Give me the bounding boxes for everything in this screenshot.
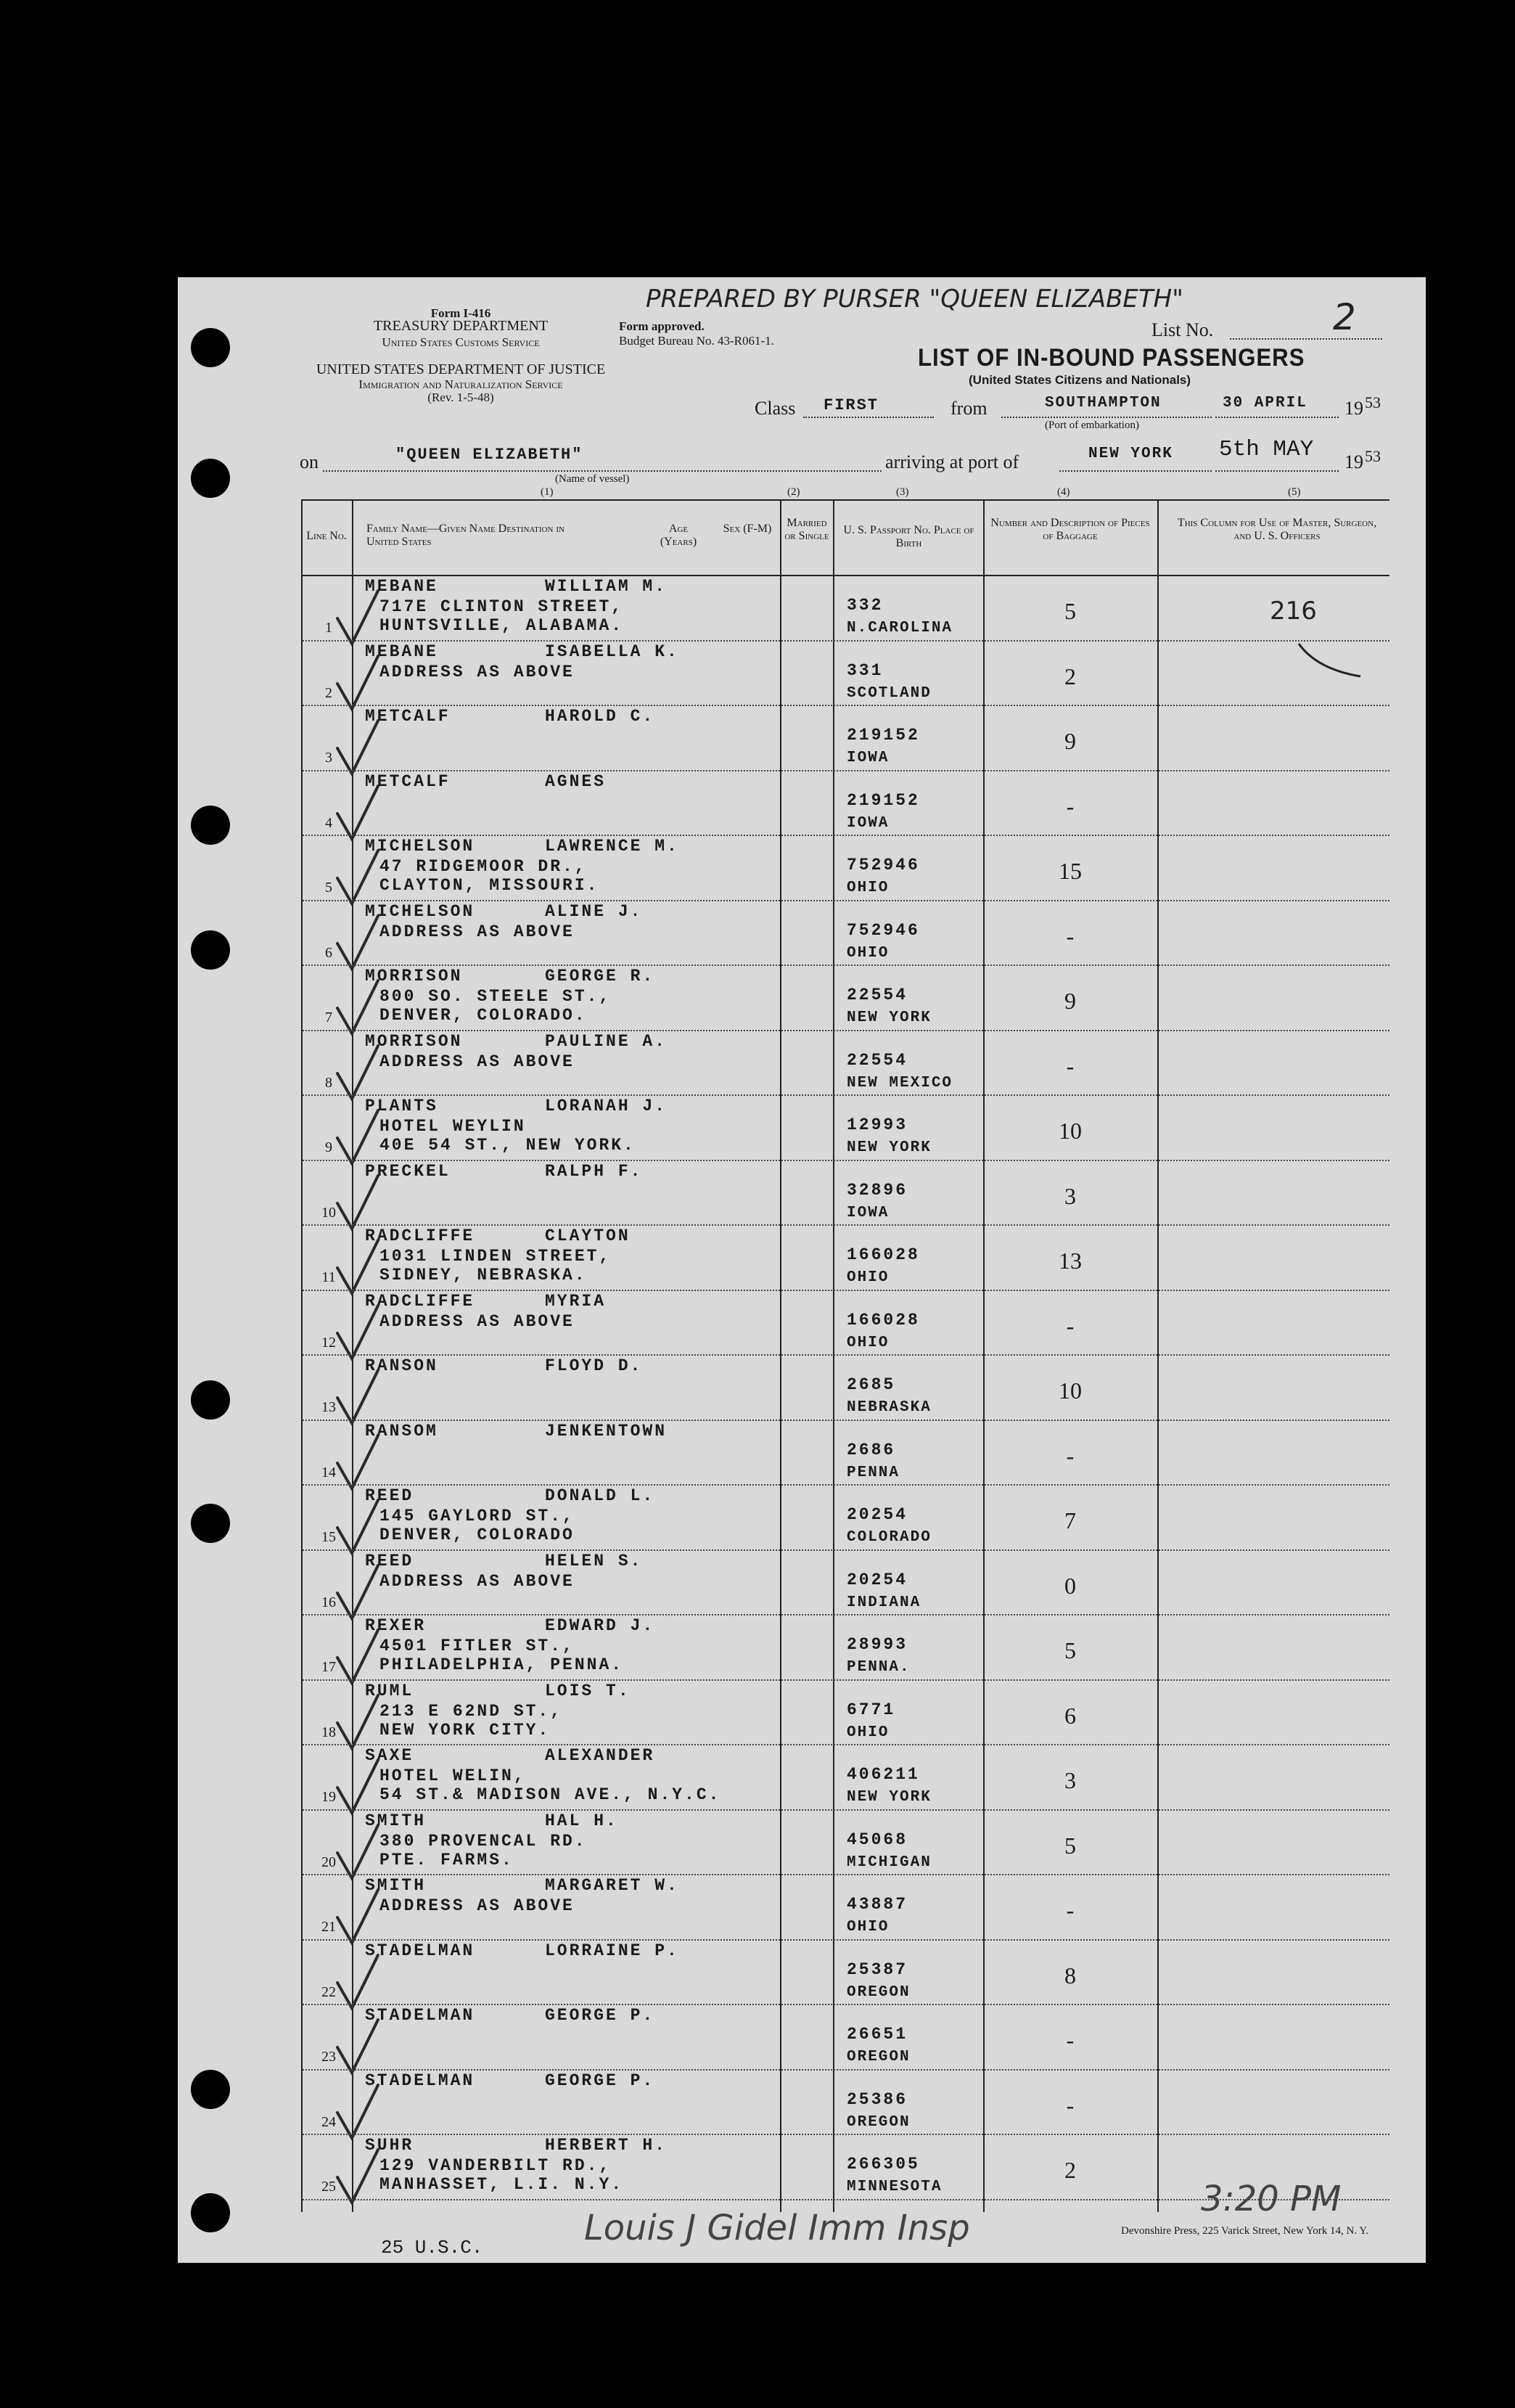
family-name: RUML xyxy=(365,1681,414,1700)
destination-line: ADDRESS AS ABOVE xyxy=(379,1571,575,1591)
printer-credit: Devonshire Press, 225 Varick Street, New York 14, N. Y. xyxy=(1121,2225,1368,2237)
punch-hole xyxy=(191,2070,230,2109)
year-prefix: 19 xyxy=(1344,398,1363,419)
passport-number: 43887 xyxy=(847,1895,908,1914)
line-number: 2 xyxy=(325,684,332,701)
punch-hole xyxy=(191,328,230,367)
passport-number: 22554 xyxy=(847,986,908,1004)
destination-line: 717E CLINTON STREET, xyxy=(379,597,624,616)
row-divider xyxy=(303,1744,1389,1745)
family-name: STADELMAN xyxy=(365,2071,475,2090)
place-of-birth: NEW YORK xyxy=(847,1139,932,1156)
header-married: Married or Single xyxy=(784,517,829,542)
destination-line: NEW YORK CITY. xyxy=(379,1720,551,1740)
place-of-birth: OHIO xyxy=(847,1269,890,1286)
line-number: 25 xyxy=(321,2179,336,2195)
arrival-year-suffix: 53 xyxy=(1365,447,1381,465)
destination-line: 145 GAYLORD ST., xyxy=(379,1507,575,1526)
baggage-count: 6 xyxy=(1064,1702,1076,1729)
passport-number: 406211 xyxy=(847,1765,920,1784)
check-mark xyxy=(336,1304,365,1355)
passport-number: 25387 xyxy=(847,1959,908,1979)
check-mark xyxy=(336,1109,365,1160)
line-number: 22 xyxy=(321,1983,336,2000)
revision: (Rev. 1-5-48) xyxy=(427,390,494,404)
line-number: 7 xyxy=(325,1010,332,1025)
line-number: 17 xyxy=(321,1659,336,1675)
baggage-count: 8 xyxy=(1064,1962,1076,1989)
place-of-birth: COLORADO xyxy=(847,1529,932,1546)
baggage-count: 0 xyxy=(1064,1572,1076,1599)
baggage-count: - xyxy=(1066,1897,1075,1923)
header-age: Age (Years) xyxy=(660,523,697,548)
passport-number: 28993 xyxy=(847,1635,908,1654)
check-mark xyxy=(336,1629,365,1679)
punch-hole xyxy=(191,1380,230,1420)
given-name: ALINE J. xyxy=(545,901,643,921)
baggage-count: 10 xyxy=(1059,1377,1082,1404)
given-name: AGNES xyxy=(545,771,607,791)
row-divider xyxy=(303,1484,1389,1486)
row-divider xyxy=(303,1160,1389,1161)
check-mark xyxy=(336,1499,365,1549)
header-line-no: Line No. xyxy=(306,530,347,542)
given-name: MARGARET W. xyxy=(545,1876,679,1895)
check-mark xyxy=(336,1954,365,2004)
place-of-birth: PENNA xyxy=(847,1464,900,1481)
arrival-port: NEW YORK xyxy=(1088,446,1173,462)
officer-note: 216 xyxy=(1270,597,1317,626)
baggage-count: - xyxy=(1066,1052,1075,1079)
baggage-count: 9 xyxy=(1064,988,1076,1014)
form-number: Form I-416 xyxy=(430,306,491,320)
punch-hole xyxy=(191,806,230,845)
place-of-birth: OHIO xyxy=(847,944,890,962)
baggage-count: 3 xyxy=(1064,1182,1076,1209)
purser-note: PREPARED BY PURSER "QUEEN ELIZABETH" xyxy=(646,284,1183,314)
family-name: REED xyxy=(365,1486,414,1505)
budget-bureau: Budget Bureau No. 43-R061-1. xyxy=(619,334,774,348)
destination-line: 800 SO. STEELE ST., xyxy=(379,987,612,1006)
list-no-label: List No. xyxy=(1151,319,1214,340)
header-name: Family Name—Given Name Destination in United States xyxy=(366,523,564,548)
passport-number: 25386 xyxy=(847,2089,908,2109)
check-mark xyxy=(336,589,365,640)
destination-line: HOTEL WELIN, xyxy=(379,1766,526,1785)
line-number: 21 xyxy=(321,1919,336,1935)
passport-number: 20254 xyxy=(847,1505,908,1524)
destination-line: 129 VANDERBILT RD., xyxy=(379,2156,612,2175)
family-name: MICHELSON xyxy=(365,837,475,856)
check-mark xyxy=(336,1564,365,1615)
given-name: HAL H. xyxy=(545,1811,618,1830)
place-of-birth: INDIANA xyxy=(847,1594,921,1611)
baggage-count: 15 xyxy=(1059,858,1082,884)
customs-service: United States Customs Service xyxy=(382,335,540,349)
line-number: 1 xyxy=(325,620,332,636)
col-num-2: (2) xyxy=(787,486,800,498)
row-divider xyxy=(303,1874,1389,1875)
baggage-count: 2 xyxy=(1064,2157,1076,2183)
header-sex: Sex (F-M) xyxy=(723,523,772,535)
line-number: 13 xyxy=(321,1399,336,1415)
punch-hole xyxy=(191,2193,230,2232)
given-name: HAROLD C. xyxy=(545,707,655,726)
place-of-birth: NEW MEXICO xyxy=(847,1074,953,1092)
list-number: 2 xyxy=(1333,296,1356,338)
row-divider xyxy=(303,1809,1389,1811)
family-name: RANSOM xyxy=(365,1421,438,1441)
passport-number: 2685 xyxy=(847,1375,896,1394)
class-value: FIRST xyxy=(824,396,879,414)
destination-line: PTE. FARMS. xyxy=(379,1850,514,1870)
line-number: 24 xyxy=(321,2113,336,2130)
row-divider xyxy=(303,1094,1389,1096)
vessel-note: (Name of vessel) xyxy=(555,473,630,485)
from-value: SOUTHAMPTON xyxy=(1045,395,1162,411)
place-of-birth: OREGON xyxy=(847,2113,911,2131)
check-mark xyxy=(336,2084,365,2134)
line-number: 4 xyxy=(325,814,332,831)
year-suffix: 53 xyxy=(1365,393,1381,411)
place-of-birth: OREGON xyxy=(847,1983,911,2001)
passport-number: 20254 xyxy=(847,1570,908,1589)
row-divider xyxy=(303,1549,1389,1551)
baggage-count: 7 xyxy=(1064,1507,1076,1533)
family-name: SUHR xyxy=(365,2136,414,2155)
given-name: GEORGE P. xyxy=(545,2006,655,2025)
ins-service: Immigration and Naturalization Service xyxy=(358,377,563,391)
passport-number: 266305 xyxy=(847,2155,920,2174)
place-of-birth: NEBRASKA xyxy=(847,1399,932,1416)
row-divider xyxy=(303,770,1389,771)
given-name: DONALD L. xyxy=(545,1486,655,1505)
place-of-birth: PENNA. xyxy=(847,1659,911,1676)
given-name: LOIS T. xyxy=(545,1681,631,1700)
inspector-signature: Louis J Gidel Imm Insp xyxy=(584,2208,970,2248)
passport-number: 166028 xyxy=(847,1310,920,1330)
family-name: SMITH xyxy=(365,1811,427,1830)
check-mark xyxy=(336,2148,365,2199)
passport-number: 331 xyxy=(847,660,884,680)
arrival-year-prefix: 19 xyxy=(1344,451,1363,472)
header-passport: U. S. Passport No. Place of Birth xyxy=(843,524,974,549)
family-name: MORRISON xyxy=(365,967,463,986)
given-name: WILLIAM M. xyxy=(545,577,668,596)
given-name: ISABELLA K. xyxy=(545,642,679,661)
given-name: FLOYD D. xyxy=(545,1356,643,1375)
passport-number: 26651 xyxy=(847,2025,908,2044)
class-label: Class xyxy=(755,398,796,419)
family-name: RADCLIFFE xyxy=(365,1226,475,1245)
family-name: REED xyxy=(365,1551,414,1570)
baggage-count: 10 xyxy=(1059,1118,1082,1144)
given-name: MYRIA xyxy=(545,1291,607,1311)
baggage-count: 5 xyxy=(1064,1832,1076,1859)
family-name: MEBANE xyxy=(365,642,438,661)
destination-line: 213 E 62ND ST., xyxy=(379,1701,563,1721)
treasury-dept: TREASURY DEPARTMENT xyxy=(373,318,549,334)
destination-line: ADDRESS AS ABOVE xyxy=(379,1052,575,1071)
check-mark xyxy=(336,785,365,835)
place-of-birth: OREGON xyxy=(847,2049,911,2065)
manifest-page xyxy=(178,277,1426,2263)
destination-line: HUNTSVILLE, ALABAMA. xyxy=(379,616,624,635)
passport-number: 332 xyxy=(847,596,884,615)
destination-line: ADDRESS AS ABOVE xyxy=(379,922,575,941)
check-mark xyxy=(336,849,365,900)
arrival-date: 5th MAY xyxy=(1219,437,1314,462)
given-name: PAULINE A. xyxy=(545,1031,668,1051)
place-of-birth: OHIO xyxy=(847,1919,890,1936)
family-name: SMITH xyxy=(365,1876,427,1895)
place-of-birth: NEW YORK xyxy=(847,1010,932,1026)
col-num-4: (4) xyxy=(1057,486,1070,498)
punch-hole xyxy=(191,1504,230,1543)
family-name: RADCLIFFE xyxy=(365,1291,475,1311)
form-approved: Form approved. xyxy=(619,319,705,333)
family-name: SAXE xyxy=(365,1746,414,1765)
line-number: 20 xyxy=(321,1854,336,1870)
row-divider xyxy=(303,1420,1389,1421)
row-divider xyxy=(303,2134,1389,2135)
destination-line: ADDRESS AS ABOVE xyxy=(379,1896,575,1915)
line-number: 3 xyxy=(325,750,332,766)
check-mark xyxy=(336,1044,365,1095)
family-name: RANSON xyxy=(365,1356,438,1375)
count-note: 25 U.S.C. xyxy=(381,2237,483,2258)
baggage-count: 13 xyxy=(1059,1248,1082,1274)
baggage-count: - xyxy=(1066,2027,1075,2053)
line-number: 8 xyxy=(325,1074,332,1091)
col-num-3: (3) xyxy=(896,486,909,498)
punch-hole xyxy=(191,459,230,498)
given-name: GEORGE R. xyxy=(545,967,655,986)
family-name: METCALF xyxy=(365,707,451,726)
line-number: 12 xyxy=(321,1334,336,1351)
embark-note: (Port of embarkation) xyxy=(1045,419,1139,431)
line-number: 19 xyxy=(321,1789,336,1805)
col-num-5: (5) xyxy=(1288,486,1301,498)
place-of-birth: OHIO xyxy=(847,1334,890,1351)
row-divider xyxy=(303,1614,1389,1615)
check-mark xyxy=(336,914,365,965)
baggage-count: 3 xyxy=(1064,1767,1076,1793)
from-label: from xyxy=(951,398,988,419)
given-name: RALPH F. xyxy=(545,1161,643,1181)
row-divider xyxy=(303,965,1389,966)
passport-number: 166028 xyxy=(847,1245,920,1264)
family-name: PRECKEL xyxy=(365,1161,451,1181)
arriving-label: arriving at port of xyxy=(885,451,1019,472)
place-of-birth: MICHIGAN xyxy=(847,1854,932,1871)
passport-number: 6771 xyxy=(847,1700,896,1719)
check-mark xyxy=(336,1758,365,1809)
place-of-birth: NEW YORK xyxy=(847,1789,932,1806)
baggage-count: - xyxy=(1066,1442,1075,1469)
family-name: PLANTS xyxy=(365,1097,438,1115)
check-mark xyxy=(336,1434,365,1485)
punch-hole xyxy=(191,930,230,970)
given-name: LORANAH J. xyxy=(545,1097,668,1115)
destination-line: HOTEL WEYLIN xyxy=(379,1117,526,1136)
family-name: STADELMAN xyxy=(365,2006,475,2025)
baggage-count: - xyxy=(1066,793,1075,819)
check-mark xyxy=(336,979,365,1030)
place-of-birth: OHIO xyxy=(847,880,890,896)
row-divider xyxy=(303,705,1389,706)
line-number: 15 xyxy=(321,1529,336,1545)
line-number: 10 xyxy=(321,1204,336,1221)
given-name: HERBERT H. xyxy=(545,2136,668,2155)
family-name: MICHELSON xyxy=(365,901,475,921)
family-name: STADELMAN xyxy=(365,1941,475,1960)
justice-dept: UNITED STATES DEPARTMENT OF JUSTICE xyxy=(316,361,606,377)
destination-line: 54 ST.& MADISON AVE., N.Y.C. xyxy=(379,1785,721,1804)
passport-number: 22554 xyxy=(847,1050,908,1070)
destination-line: PHILADELPHIA, PENNA. xyxy=(379,1655,624,1674)
table-top-rule xyxy=(301,499,1389,501)
list-subtitle: (United States Citizens and Nationals) xyxy=(969,373,1191,387)
passport-number: 219152 xyxy=(847,790,920,810)
check-mark xyxy=(336,1694,365,1745)
given-name: LORRAINE P. xyxy=(545,1941,679,1960)
destination-line: SIDNEY, NEBRASKA. xyxy=(379,1266,587,1285)
baggage-count: - xyxy=(1066,922,1075,949)
line-number: 23 xyxy=(321,2049,336,2065)
baggage-count: 2 xyxy=(1064,663,1076,689)
passport-number: 752946 xyxy=(847,856,920,875)
row-divider xyxy=(303,1030,1389,1031)
destination-line: 40E 54 ST., NEW YORK. xyxy=(379,1136,636,1155)
vessel-name: "QUEEN ELIZABETH" xyxy=(395,446,583,464)
line-number: 14 xyxy=(321,1464,336,1481)
destination-line: 1031 LINDEN STREET, xyxy=(379,1247,612,1266)
check-mark xyxy=(336,719,365,770)
col-num-1: (1) xyxy=(541,486,554,498)
row-divider xyxy=(303,1679,1389,1681)
line-number: 18 xyxy=(321,1724,336,1740)
destination-line: ADDRESS AS ABOVE xyxy=(379,1311,575,1331)
place-of-birth: OHIO xyxy=(847,1724,890,1741)
given-name: CLAYTON xyxy=(545,1226,631,1245)
given-name: EDWARD J. xyxy=(545,1616,655,1635)
line-number: 5 xyxy=(325,880,332,896)
place-of-birth: N.CAROLINA xyxy=(847,620,953,636)
destination-line: CLAYTON, MISSOURI. xyxy=(379,876,599,895)
header-officers: This Column for Use of Master, Surgeon, and U. S. Officers xyxy=(1177,517,1377,542)
family-name: METCALF xyxy=(365,771,451,791)
place-of-birth: IOWA xyxy=(847,814,890,832)
given-name: HELEN S. xyxy=(545,1551,643,1570)
given-name: ALEXANDER xyxy=(545,1746,655,1765)
given-name: JENKENTOWN xyxy=(545,1421,668,1441)
destination-line: ADDRESS AS ABOVE xyxy=(379,662,575,681)
check-mark xyxy=(336,1239,365,1290)
family-name: MORRISON xyxy=(365,1031,463,1051)
line-number: 6 xyxy=(325,944,332,961)
passport-number: 12993 xyxy=(847,1115,908,1134)
line-number: 9 xyxy=(325,1139,332,1155)
destination-line: DENVER, COLORADO. xyxy=(379,1006,587,1025)
row-divider xyxy=(303,640,1389,642)
destination-line: 4501 FITLER ST., xyxy=(379,1637,575,1655)
table-header-rule xyxy=(301,575,1389,576)
place-of-birth: SCOTLAND xyxy=(847,684,932,702)
check-mark xyxy=(336,1824,365,1875)
check-mark xyxy=(336,2018,365,2069)
family-name: REXER xyxy=(365,1616,427,1635)
on-label: on xyxy=(300,451,319,472)
departure-date: 30 APRIL xyxy=(1223,395,1307,411)
given-name: GEORGE P. xyxy=(545,2071,655,2090)
row-divider xyxy=(303,1354,1389,1356)
place-of-birth: MINNESOTA xyxy=(847,2179,943,2195)
check-mark xyxy=(336,1174,365,1225)
given-name: LAWRENCE M. xyxy=(545,837,679,856)
check-mark xyxy=(336,655,365,705)
check-mark xyxy=(336,1888,365,1939)
officer-mark xyxy=(1295,640,1368,684)
line-number: 16 xyxy=(321,1594,336,1610)
passport-number: 2686 xyxy=(847,1440,896,1459)
place-of-birth: IOWA xyxy=(847,750,890,766)
passport-number: 219152 xyxy=(847,726,920,745)
destination-line: 380 PROVENCAL RD. xyxy=(379,1831,587,1851)
destination-line: 47 RIDGEMOOR DR., xyxy=(379,857,587,876)
passport-number: 752946 xyxy=(847,920,920,940)
destination-line: MANHASSET, L.I. N.Y. xyxy=(379,2175,624,2194)
passport-number: 45068 xyxy=(847,1830,908,1849)
passport-number: 32896 xyxy=(847,1180,908,1200)
list-title: LIST OF IN-BOUND PASSENGERS xyxy=(918,344,1305,372)
baggage-count: - xyxy=(1066,1312,1075,1339)
check-mark xyxy=(336,1369,365,1420)
baggage-count: 5 xyxy=(1064,598,1076,624)
family-name: MEBANE xyxy=(365,577,438,596)
baggage-count: - xyxy=(1066,2092,1075,2118)
destination-line: DENVER, COLORADO xyxy=(379,1526,575,1544)
baggage-count: 5 xyxy=(1064,1637,1076,1663)
time-note: 3:20 PM xyxy=(1201,2179,1342,2219)
baggage-count: 9 xyxy=(1064,728,1076,754)
header-baggage: Number and Description of Pieces of Baggage xyxy=(990,517,1150,542)
place-of-birth: IOWA xyxy=(847,1204,890,1221)
line-number: 11 xyxy=(321,1269,336,1285)
